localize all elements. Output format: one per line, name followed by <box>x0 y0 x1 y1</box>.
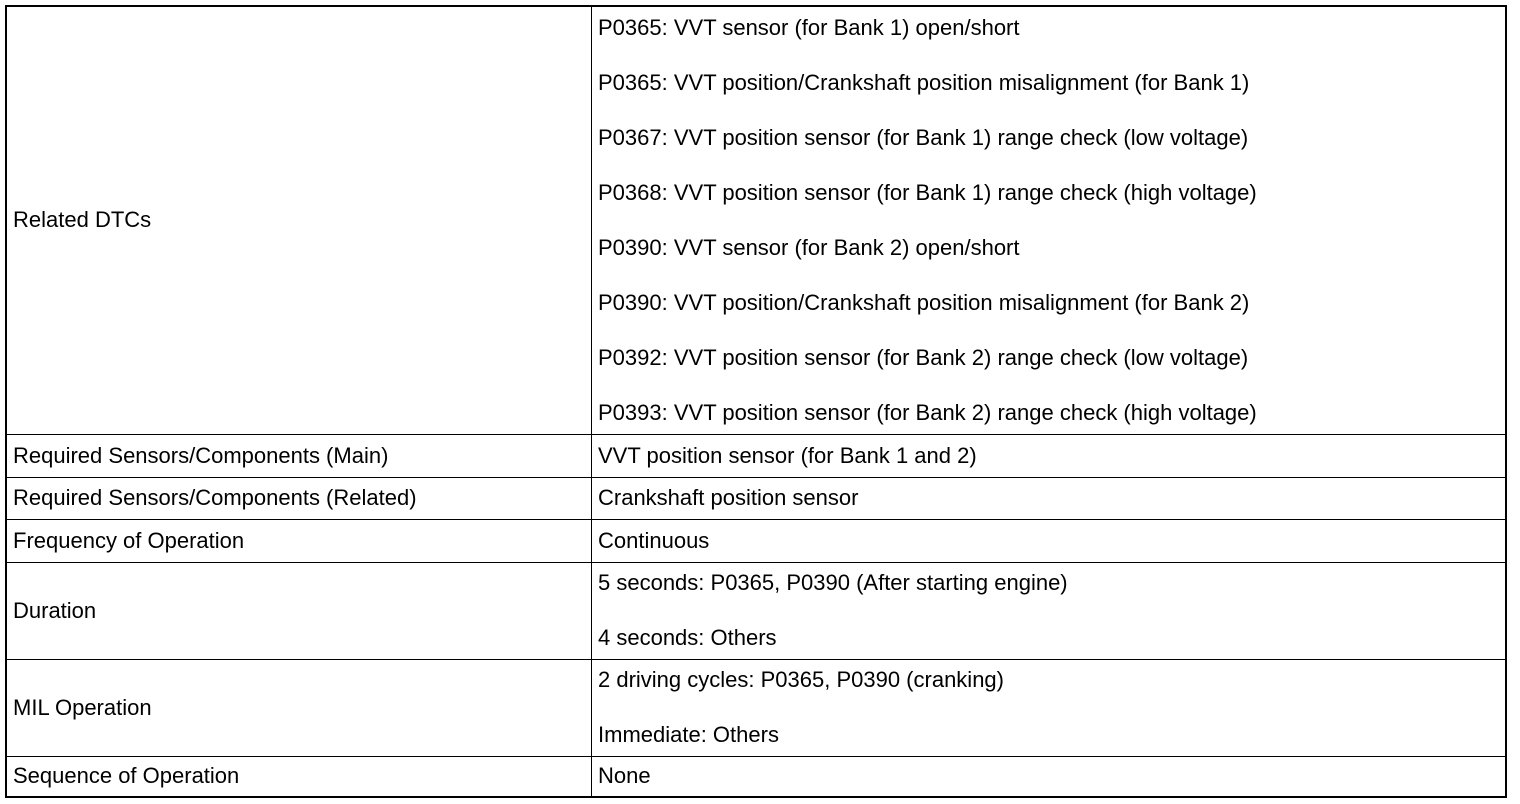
dtc-item: P0393: VVT position sensor (for Bank 2) range check (high voltage) <box>598 399 1257 425</box>
frequency-value: Continuous <box>592 519 1506 562</box>
monitor-spec-table <box>7 7 1505 796</box>
table-row-sequence <box>7 756 1505 796</box>
frequency-label: Frequency of Operation <box>7 519 592 562</box>
required-main-value: VVT position sensor (for Bank 1 and 2) <box>592 434 1506 477</box>
dtc-item: P0368: VVT position sensor (for Bank 1) range check (high voltage) <box>598 179 1257 205</box>
dtc-item: P0365: VVT position/Crankshaft position misalignment (for Bank 1) <box>598 69 1250 95</box>
sequence-label: Sequence of Operation <box>7 756 592 796</box>
table-row-required-related <box>7 477 1505 519</box>
related-dtcs-label: Related DTCs <box>7 7 592 434</box>
duration-label: Duration <box>7 562 592 659</box>
mil-operation-values <box>592 659 1506 756</box>
sequence-value: None <box>592 756 1506 796</box>
dtc-item: P0367: VVT position sensor (for Bank 1) range check (low voltage) <box>598 124 1249 150</box>
required-related-label: Required Sensors/Components (Related) <box>7 477 592 519</box>
required-related-value: Crankshaft position sensor <box>592 477 1506 519</box>
table-row-duration <box>7 562 1505 659</box>
monitor-spec-sheet <box>5 5 1507 798</box>
duration-item: 5 seconds: P0365, P0390 (After starting engine) <box>598 570 1068 595</box>
table-row-required-main <box>7 434 1505 477</box>
mil-operation-item: Immediate: Others <box>598 722 779 747</box>
mil-operation-label: MIL Operation <box>7 659 592 756</box>
required-main-label: Required Sensors/Components (Main) <box>7 434 592 477</box>
table-row-frequency <box>7 519 1505 562</box>
related-dtcs-values <box>592 7 1506 434</box>
dtc-item: P0390: VVT sensor (for Bank 2) open/short <box>598 234 1020 260</box>
duration-item: 4 seconds: Others <box>598 625 777 650</box>
duration-values <box>592 562 1506 659</box>
table-row-related-dtcs <box>7 7 1505 434</box>
table-row-mil-operation <box>7 659 1505 756</box>
dtc-item: P0365: VVT sensor (for Bank 1) open/short <box>598 14 1020 40</box>
mil-operation-item: 2 driving cycles: P0365, P0390 (cranking) <box>598 667 1004 692</box>
dtc-item: P0392: VVT position sensor (for Bank 2) range check (low voltage) <box>598 344 1249 370</box>
dtc-item: P0390: VVT position/Crankshaft position misalignment (for Bank 2) <box>598 289 1250 315</box>
